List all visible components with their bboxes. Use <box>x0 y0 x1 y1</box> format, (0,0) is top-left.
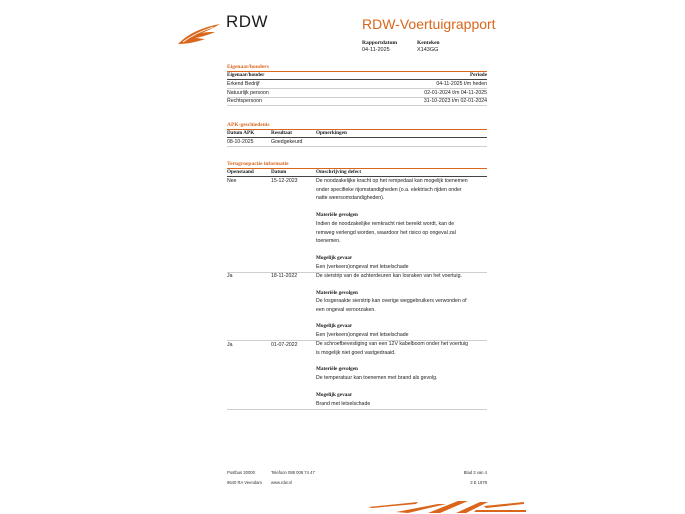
desc-line: onder specifieke rijomstandigheden (o.a. elektrisch rijden onder <box>316 186 462 193</box>
material-heading: Materiële gevolgen <box>316 212 358 218</box>
danger-heading: Mogelijk gevaar <box>316 255 353 261</box>
desc-line: De schroefbevestiging van een 12V kabelboom onder het voertuig <box>316 341 468 347</box>
footer-page: Blad 3 van 4 <box>463 470 487 475</box>
recall-danger: Een (verkeers)ongeval met letselschade <box>316 332 409 338</box>
desc-line: natte weersomstandigheden). <box>316 195 385 202</box>
danger-heading: Mogelijk gevaar <box>316 323 353 329</box>
material-line: toenemen. <box>316 238 341 245</box>
report-date-value: 04-11-2025 <box>362 47 390 53</box>
apk-header-rule <box>227 137 487 138</box>
footer-phone: Telefoon 088 008 74 47 <box>271 470 315 475</box>
recall-description <box>316 340 486 357</box>
recall-material <box>316 374 486 383</box>
material-heading: Materiële gevolgen <box>316 366 358 372</box>
table-row-period: 31-10-2023 t/m 02-01-2024 <box>423 98 487 104</box>
logo-text: RDW <box>226 12 269 31</box>
row-divider <box>227 105 487 106</box>
danger-heading: Mogelijk gevaar <box>316 392 353 398</box>
apk-col-date: Datum APK <box>227 130 255 136</box>
material-line: Indien de noodzakelijke remkracht niet bereikt wordt, kan de <box>316 221 455 227</box>
recall-description <box>316 272 486 281</box>
material-line: een ongeval veroorzaken. <box>316 306 376 313</box>
apk-row-date: 08-10-2025 <box>227 139 254 145</box>
material-line: remweg verlengd worden, waardoor het risico op ongeval zal <box>316 229 456 236</box>
footer-address2: 9640 RA Veendam <box>227 480 262 485</box>
recall-open: Ja <box>227 342 233 348</box>
owners-col-owner: Eigenaar/houder <box>227 72 265 78</box>
recalls-col-open: Openstaand <box>227 169 254 175</box>
recall-material <box>316 220 486 246</box>
recalls-col-date: Datum <box>271 169 287 175</box>
recalls-col-desc: Omschrijving defect <box>316 169 362 175</box>
apk-row-result: Goedgekeurd <box>271 139 303 145</box>
apk-col-result: Resultaat <box>271 130 293 136</box>
report-date-label: Rapportdatum <box>362 40 398 46</box>
owners-divider <box>227 71 487 72</box>
owners-section-title: Eigenaar/houders <box>227 64 269 70</box>
recall-danger: Brand met letselschade <box>316 401 371 407</box>
table-row-owner: Natuurlijk persoon <box>227 90 269 96</box>
footer-address1: Postbus 30000 <box>227 470 255 475</box>
desc-line: De sierstrip van de achterdeuren kan losraken van het voertuig. <box>316 273 462 279</box>
desc-line: De noodzakelijke kracht op het rempedaal kan mogelijk toenemen <box>316 178 468 184</box>
plate-label: Kenteken <box>417 40 440 46</box>
table-row-period: 04-11-2025 t/m heden <box>436 81 487 87</box>
material-line: De temperatuur kan toenemen met brand als gevolg. <box>316 375 438 381</box>
recalls-section-title: Terugroepactie informatie <box>227 161 289 167</box>
recall-danger: Een (verkeers)ongeval met letselschade <box>316 264 409 270</box>
rdw-logo-wing-icon <box>177 23 221 45</box>
footer-code: 3 E 1978 <box>470 480 487 485</box>
material-heading: Materiële gevolgen <box>316 290 358 296</box>
table-row-owner: Rechtspersoon <box>227 98 262 104</box>
table-row-period: 02-01-2024 t/m 04-11-2025 <box>424 90 487 96</box>
footer-web[interactable]: www.rdw.nl <box>271 480 292 485</box>
rdw-stripes-icon <box>368 498 526 514</box>
apk-section-title: APK-geschiedenis <box>227 122 270 128</box>
plate-value: X143GG <box>417 47 439 53</box>
recall-date: 01-07-2022 <box>271 342 298 348</box>
row-divider <box>227 146 487 147</box>
owners-header-rule <box>227 79 487 80</box>
row-divider <box>227 409 487 410</box>
recall-date: 18-11-2022 <box>271 273 298 279</box>
apk-divider <box>227 129 487 130</box>
owners-col-period: Periode <box>470 72 487 78</box>
report-title: RDW-Voertuigrapport <box>362 16 496 32</box>
recall-open: Ja <box>227 273 233 279</box>
row-divider <box>227 88 487 89</box>
recall-description <box>316 177 486 203</box>
recall-material <box>316 297 486 314</box>
desc-line: is mogelijk niet goed vastgedraaid. <box>316 349 396 356</box>
recall-date: 15-12-2023 <box>271 178 298 184</box>
table-row-owner: Erkend Bedrijf <box>227 81 260 87</box>
recall-open: Nee <box>227 178 237 184</box>
material-line: De losgeraakte sierstrip kan overige weggebruikers verwonden of <box>316 298 467 304</box>
apk-col-remarks: Opmerkingen <box>316 130 347 136</box>
